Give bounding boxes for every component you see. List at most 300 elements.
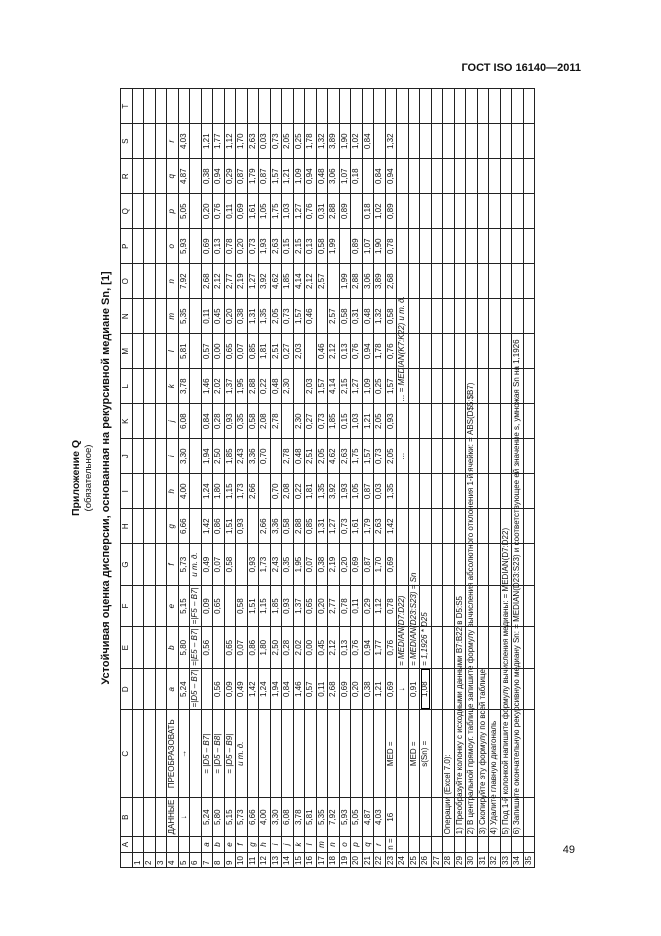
deviation-cell: 1,57 (316, 369, 328, 404)
cell (443, 124, 455, 159)
cell (201, 89, 213, 124)
cell (132, 474, 144, 509)
cell (397, 544, 409, 586)
cell (500, 229, 512, 264)
cell (431, 509, 443, 544)
main-title: Устойчивая оценка дисперсии, основанная на рекурсивной медиане Sn, [1] (100, 271, 112, 685)
deviation-cell (351, 194, 363, 229)
cell (155, 159, 167, 194)
cell (477, 334, 489, 369)
deviation-cell: 1,85 (224, 439, 236, 474)
deviation-cell: 1,27 (293, 194, 305, 229)
cell (512, 159, 524, 194)
cell (155, 439, 167, 474)
formula-cell: и т. д. (190, 544, 202, 586)
formula-cell: = 1,1926 * D25 (420, 627, 432, 669)
deviation-cell: 1,70 (374, 544, 386, 586)
cell (489, 404, 501, 439)
deviation-cell: 0,48 (316, 159, 328, 194)
cell (132, 585, 144, 627)
cell (477, 159, 489, 194)
cell (500, 299, 512, 334)
cell (144, 474, 156, 509)
cell (132, 369, 144, 404)
cell (443, 194, 455, 229)
cell (443, 264, 455, 299)
transposed-value: 5,05 (178, 194, 190, 229)
deviation-cell: 1,51 (224, 509, 236, 544)
cell (420, 124, 432, 159)
cell (155, 404, 167, 439)
cell (477, 627, 489, 669)
operation-text: 3) Скопируйте эту формулу по всей таблице (477, 798, 489, 837)
deviation-cell: 1,12 (224, 124, 236, 159)
operation-text: 4) Удалите главную диагональ (489, 798, 501, 837)
deviation-cell: 1,21 (374, 668, 386, 710)
cell (282, 89, 294, 124)
cell (420, 334, 432, 369)
deviation-cell: 0,73 (339, 509, 351, 544)
deviation-cell: 1,80 (259, 627, 271, 669)
cell (155, 299, 167, 334)
cell (489, 474, 501, 509)
cell (397, 124, 409, 159)
sheet-row (408, 89, 420, 868)
cell (477, 404, 489, 439)
operation-row (500, 89, 512, 868)
cell (500, 369, 512, 404)
cell (167, 837, 179, 852)
deviation-cell: 2,12 (213, 264, 225, 299)
formula-cell (328, 710, 340, 798)
deviation-cell: 0,11 (351, 585, 363, 627)
transposed-value: 5,81 (178, 334, 190, 369)
deviation-cell: 0,11 (201, 299, 213, 334)
deviation-cell: 0,87 (362, 544, 374, 586)
deviation-cell (213, 627, 225, 669)
deviation-cell: 0,69 (339, 668, 351, 710)
cell (512, 837, 524, 852)
deviation-cell: 0,20 (339, 544, 351, 586)
sheet-row (190, 89, 202, 868)
deviation-cell: 2,05 (270, 299, 282, 334)
deviation-cell: 3,92 (259, 264, 271, 299)
cell (489, 194, 501, 229)
cell (132, 404, 144, 439)
deviation-cell: 0,65 (224, 627, 236, 669)
deviation-cell: 1,42 (247, 668, 259, 710)
deviation-cell: 1,24 (201, 474, 213, 509)
data-row (270, 89, 282, 868)
cell (489, 299, 501, 334)
deviation-cell: 0,03 (374, 474, 386, 509)
cell (523, 299, 535, 334)
formula-cell: = MEDIAN(D23:S23) = Sn (408, 627, 420, 669)
cell (420, 798, 432, 837)
cell (132, 264, 144, 299)
deviation-cell: 0,35 (282, 544, 294, 586)
variable-letter: i (167, 439, 179, 474)
transposed-value: 7,92 (178, 264, 190, 299)
data-row (201, 89, 213, 868)
cell (466, 124, 478, 159)
deviation-cell: 0,94 (305, 159, 317, 194)
deviation-cell: 2,50 (270, 627, 282, 669)
cell (339, 89, 351, 124)
deviation-cell: 1,31 (316, 509, 328, 544)
deviation-cell: 1,24 (259, 668, 271, 710)
median-cell: 0,89 (385, 194, 397, 229)
deviation-cell: 0,31 (351, 299, 363, 334)
cell (512, 264, 524, 299)
cell (420, 159, 432, 194)
deviation-cell: 1,02 (351, 124, 363, 159)
data-value: 5,81 (305, 798, 317, 837)
deviation-cell: 1,42 (201, 509, 213, 544)
deviation-cell: 0,38 (201, 159, 213, 194)
cell (431, 89, 443, 124)
deviation-cell: 1,09 (362, 369, 374, 404)
deviation-cell: 2,88 (351, 264, 363, 299)
sn-value: 0,91 (408, 668, 420, 710)
cell (454, 159, 466, 194)
deviation-cell: 4,62 (270, 264, 282, 299)
n-label: n = (385, 837, 397, 852)
cell (500, 474, 512, 509)
cell (155, 369, 167, 404)
cell (408, 404, 420, 439)
deviation-cell: 2,30 (293, 404, 305, 439)
cell (477, 264, 489, 299)
cell (489, 89, 501, 124)
cell (443, 299, 455, 334)
variable-letter: f (167, 544, 179, 586)
formula-cell (351, 710, 363, 798)
cell (132, 798, 144, 837)
transposed-value: 4,00 (178, 474, 190, 509)
deviation-cell: 0,13 (339, 627, 351, 669)
standard-code: ГОСТ ISO 16140—2011 (461, 62, 581, 74)
cell (466, 264, 478, 299)
deviation-cell: 0,58 (339, 299, 351, 334)
cell (236, 89, 248, 124)
deviation-cell: 0,48 (362, 299, 374, 334)
cell (397, 89, 409, 124)
deviation-cell: 0,69 (236, 194, 248, 229)
cell (431, 369, 443, 404)
data-row (316, 89, 328, 868)
deviation-cell: 0,25 (293, 124, 305, 159)
deviation-cell: 0,89 (339, 194, 351, 229)
variable-letter: r (374, 837, 386, 852)
formula-cell (374, 710, 386, 798)
cell (523, 544, 535, 586)
deviation-cell: 2,68 (201, 264, 213, 299)
cell (316, 89, 328, 124)
s-value: 1,08 (420, 668, 432, 710)
cell (431, 668, 443, 710)
median-cell: 0,76 (385, 334, 397, 369)
data-row (282, 89, 294, 868)
column-header: R (121, 159, 133, 194)
data-label: ДАННЫЕ (167, 798, 179, 837)
formula-cell (305, 710, 317, 798)
cell (466, 837, 478, 852)
cell (144, 627, 156, 669)
deviation-cell: 0,69 (351, 544, 363, 586)
cell (454, 194, 466, 229)
cell (443, 585, 455, 627)
deviation-cell (305, 334, 317, 369)
sheet-row (167, 89, 179, 868)
median-cell: 2,68 (385, 264, 397, 299)
deviation-cell: 1,90 (374, 229, 386, 264)
operation-row (489, 89, 501, 868)
cell (374, 89, 386, 124)
formula-cell (316, 710, 328, 798)
cell (443, 369, 455, 404)
cell (431, 264, 443, 299)
med-label: MED = (385, 710, 397, 798)
data-row (293, 89, 305, 868)
cell (132, 194, 144, 229)
cell (420, 439, 432, 474)
deviation-cell: 0,87 (259, 159, 271, 194)
sheet-row (144, 89, 156, 868)
cell (431, 334, 443, 369)
transposed-value: 5,80 (178, 627, 190, 669)
transposed-value: 5,73 (178, 544, 190, 586)
transposed-value: 4,03 (178, 124, 190, 159)
cell (155, 89, 167, 124)
formula-cell: = |D5 – B7| (201, 710, 213, 798)
deviation-cell: 0,94 (362, 627, 374, 669)
cell (144, 334, 156, 369)
cell (408, 334, 420, 369)
deviation-cell: 0,89 (351, 229, 363, 264)
row-number: 29 (454, 852, 466, 867)
operation-row (466, 89, 478, 868)
formula-cell: ... = MEDIAN(K7:K22) и т. д. (397, 369, 409, 404)
deviation-cell: 2,63 (270, 229, 282, 264)
row-number: 26 (420, 852, 432, 867)
variable-letter: n (328, 837, 340, 852)
cell (155, 124, 167, 159)
cell (155, 710, 167, 798)
deviation-cell: 1,57 (270, 159, 282, 194)
cell (408, 509, 420, 544)
column-header: K (121, 404, 133, 439)
deviation-cell: 2,77 (328, 585, 340, 627)
variable-letter: a (167, 668, 179, 710)
deviation-cell: 1,78 (305, 124, 317, 159)
deviation-cell: 2,63 (247, 124, 259, 159)
deviation-cell: 2,15 (293, 229, 305, 264)
deviation-cell: 0,38 (236, 299, 248, 334)
deviation-cell: 1,37 (224, 369, 236, 404)
data-value: 5,35 (316, 798, 328, 837)
median-cell: 1,57 (385, 369, 397, 404)
deviation-cell: 1,05 (259, 194, 271, 229)
variable-letter: r (167, 124, 179, 159)
cell (523, 474, 535, 509)
cell (132, 229, 144, 264)
cell (397, 264, 409, 299)
deviation-cell: 1,78 (374, 334, 386, 369)
variable-letter: l (167, 334, 179, 369)
cell (443, 334, 455, 369)
cell (144, 299, 156, 334)
row-number: 32 (489, 852, 501, 867)
deviation-cell: 0,11 (224, 194, 236, 229)
cell (132, 299, 144, 334)
data-value: 3,30 (270, 798, 282, 837)
cell (454, 544, 466, 586)
variable-letter: k (167, 369, 179, 404)
variable-letter: e (167, 585, 179, 627)
column-header: B (121, 798, 133, 837)
deviation-cell: 1,07 (362, 229, 374, 264)
deviation-cell: 2,88 (328, 194, 340, 229)
cell (523, 627, 535, 669)
deviation-cell: 0,93 (224, 404, 236, 439)
sheet-row (420, 89, 432, 868)
cell (132, 509, 144, 544)
cell (420, 299, 432, 334)
cell (489, 627, 501, 669)
deviation-cell: 3,89 (374, 264, 386, 299)
column-header: T (121, 89, 133, 124)
cell (190, 89, 202, 124)
cell (190, 710, 202, 798)
cell (167, 89, 179, 124)
cell (190, 299, 202, 334)
deviation-cell: 2,88 (247, 369, 259, 404)
row-number: 22 (374, 852, 386, 867)
deviation-cell: 2,19 (236, 264, 248, 299)
deviation-cell: 0,58 (224, 544, 236, 586)
cell (397, 159, 409, 194)
cell (454, 509, 466, 544)
deviation-cell: 0,76 (351, 627, 363, 669)
row-number: 13 (270, 852, 282, 867)
deviation-cell: 0,73 (316, 404, 328, 439)
cell (190, 509, 202, 544)
deviation-cell: 1,99 (328, 229, 340, 264)
cell (351, 89, 363, 124)
cell (190, 404, 202, 439)
row-number: 7 (201, 852, 213, 867)
variable-letter: m (167, 299, 179, 334)
cell (443, 439, 455, 474)
deviation-cell: 0,85 (247, 334, 259, 369)
deviation-cell: 0,70 (259, 439, 271, 474)
deviation-cell (236, 544, 248, 586)
cell (132, 334, 144, 369)
data-row (236, 89, 248, 868)
data-value: 5,73 (236, 798, 248, 837)
deviation-cell: 0,84 (282, 668, 294, 710)
cell (190, 159, 202, 194)
page-number: 49 (562, 844, 575, 856)
cell (466, 89, 478, 124)
column-header: C (121, 710, 133, 798)
cell (155, 334, 167, 369)
cell (420, 837, 432, 852)
cell (523, 194, 535, 229)
cell (489, 585, 501, 627)
cell (132, 89, 144, 124)
data-value: 5,15 (224, 798, 236, 837)
deviation-cell: 0,07 (305, 544, 317, 586)
deviation-cell: 0,20 (201, 194, 213, 229)
deviation-cell: 2,77 (224, 264, 236, 299)
deviation-cell: 0,22 (293, 474, 305, 509)
median-cell: 1,32 (385, 124, 397, 159)
cell (523, 798, 535, 837)
deviation-cell: 2,68 (328, 668, 340, 710)
row-number: 21 (362, 852, 374, 867)
deviation-cell: 2,57 (328, 299, 340, 334)
data-value: 5,05 (351, 798, 363, 837)
deviation-cell: 1,95 (236, 369, 248, 404)
deviation-cell: 4,62 (328, 439, 340, 474)
cell (431, 299, 443, 334)
transposed-value: 5,24 (178, 668, 190, 710)
cell (489, 124, 501, 159)
cell (408, 229, 420, 264)
cell (477, 509, 489, 544)
deviation-cell: 0,28 (213, 404, 225, 439)
deviation-cell: 3,06 (362, 264, 374, 299)
cell (224, 89, 236, 124)
deviation-cell: 0,20 (224, 299, 236, 334)
row-number: 34 (512, 852, 524, 867)
deviation-cell: 3,92 (328, 474, 340, 509)
cell (443, 544, 455, 586)
cell (385, 89, 397, 124)
deviation-cell: 0,31 (316, 194, 328, 229)
cell (489, 668, 501, 710)
variable-letter: o (339, 837, 351, 852)
deviation-cell: 0,20 (316, 585, 328, 627)
cell (155, 264, 167, 299)
deviation-cell: 2,43 (236, 439, 248, 474)
deviation-cell: 1,03 (282, 194, 294, 229)
deviation-cell: 1,21 (201, 124, 213, 159)
deviation-cell: 1,57 (293, 299, 305, 334)
cell (397, 229, 409, 264)
variable-letter: h (259, 837, 271, 852)
deviation-cell: 0,70 (270, 474, 282, 509)
transposed-value: 6,08 (178, 404, 190, 439)
cell (144, 544, 156, 586)
formula-cell (339, 710, 351, 798)
cell (431, 627, 443, 669)
cell (512, 89, 524, 124)
deviation-cell: 0,87 (362, 474, 374, 509)
deviation-cell (293, 369, 305, 404)
cell (489, 334, 501, 369)
deviation-cell: 1,57 (362, 439, 374, 474)
cell (523, 439, 535, 474)
row-number: 30 (466, 852, 478, 867)
operations-title: Операции (Excel 7.0): (443, 798, 455, 837)
deviation-cell: 0,28 (282, 627, 294, 669)
cell (477, 439, 489, 474)
deviation-cell: 0,73 (374, 439, 386, 474)
deviation-cell: 1,95 (293, 544, 305, 586)
